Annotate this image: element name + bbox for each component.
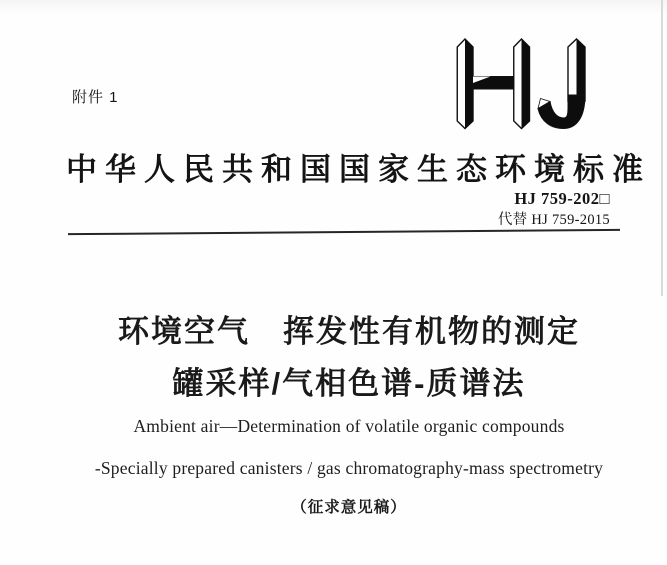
standard-code: HJ 759-202□ xyxy=(514,189,610,208)
title-cn-line-2: 罐采样/气相色谱-质谱法 xyxy=(172,366,526,401)
draft-stage-label: （征求意见稿） xyxy=(291,499,407,516)
scan-noise-band xyxy=(0,0,667,14)
authority-title: 中华人民共和国国家生态环境标准 xyxy=(66,152,651,187)
title-en-line-1: Ambient air—Determination of volatile organic compounds xyxy=(133,416,565,436)
title-cn-line-1: 环境空气 挥发性有机物的测定 xyxy=(118,314,580,349)
page-edge-line xyxy=(661,0,663,296)
header-rule-divider xyxy=(68,229,620,236)
standard-code-block xyxy=(498,188,610,231)
hj-logo-icon xyxy=(456,37,587,130)
attachment-label: 附件 1 xyxy=(72,89,119,106)
title-en-line-2: -Specially prepared canisters / gas chromatography-mass spectrometry xyxy=(94,458,604,478)
replaces-note: 代替 HJ 759-2015 xyxy=(497,212,610,228)
